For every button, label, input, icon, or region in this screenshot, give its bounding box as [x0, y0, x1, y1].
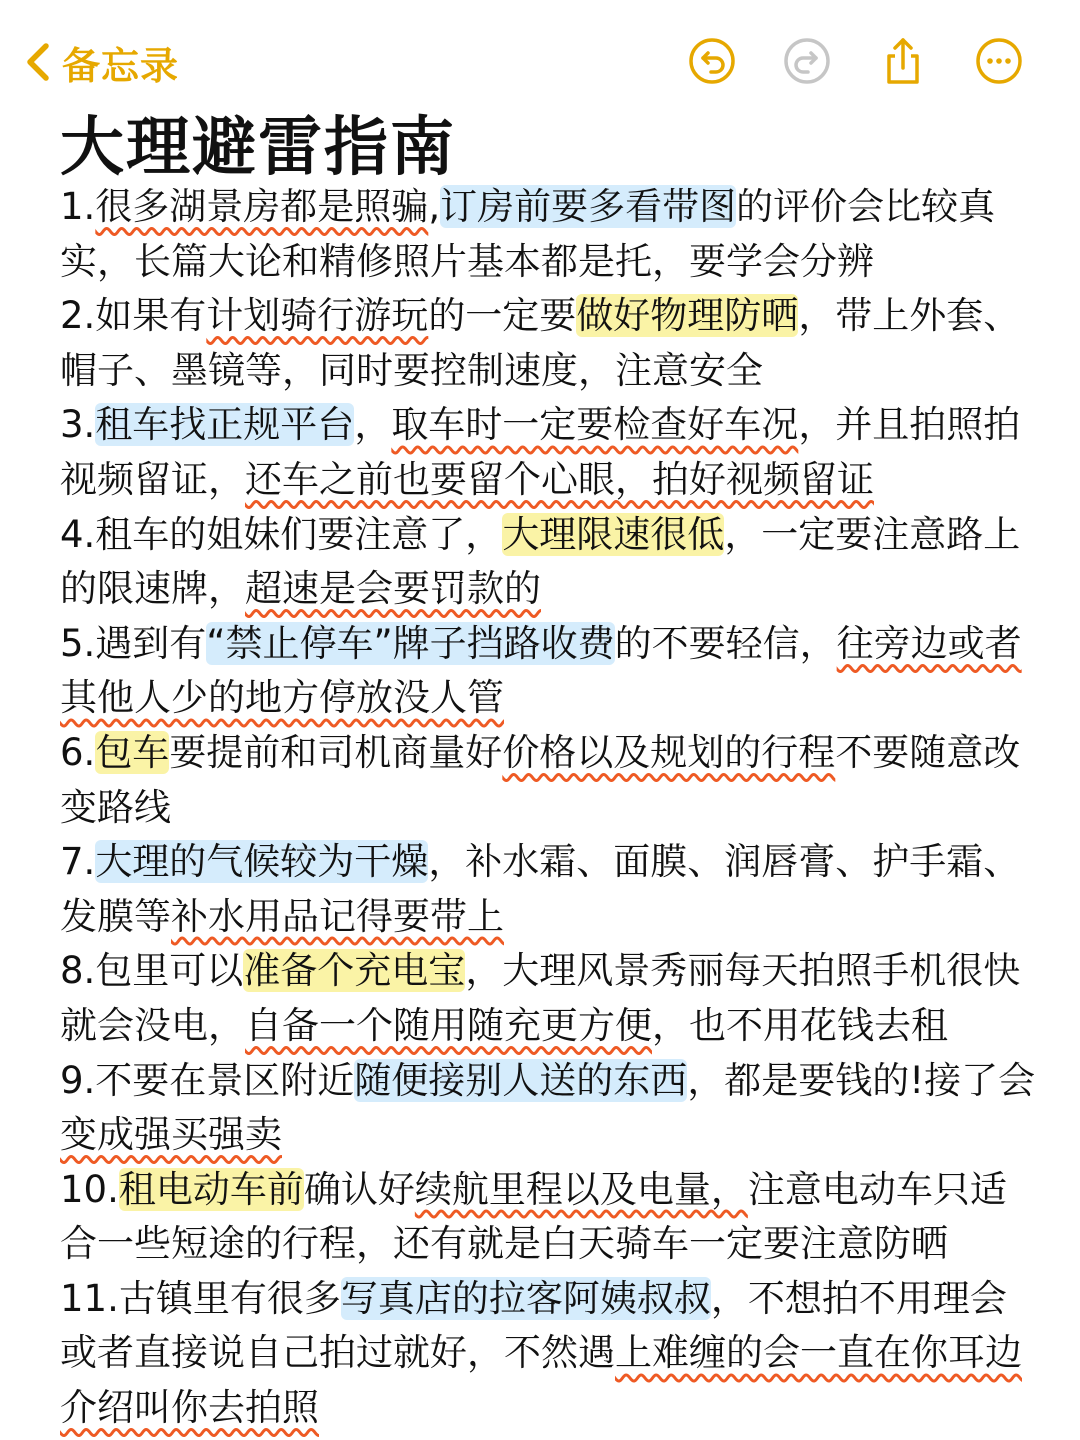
more-button[interactable]	[972, 34, 1026, 88]
blue-highlight: 随便接别人送的东西	[354, 1058, 688, 1102]
note-item-8	[60, 944, 1040, 1053]
note-text: ，一定要注意路上的限速牌，	[60, 512, 1021, 611]
note-text: ，并且拍照拍视频留证，	[60, 403, 1021, 501]
note-text: ，带上外套、帽子、墨镜等，同时要控制速度，注意安全	[60, 294, 1021, 392]
note-text: 6.	[60, 730, 96, 774]
wavy-underline-text: 还车之前也要留个心眼，拍好视频留证	[245, 457, 874, 501]
yellow-highlight: 包车	[95, 730, 170, 774]
note-item-1	[60, 180, 1040, 289]
note-text: 9.不要在景区附近	[60, 1058, 355, 1102]
note-text: 11.古镇里有很多	[60, 1276, 341, 1320]
wavy-underline-text: 变成强买强卖	[60, 1113, 282, 1157]
wavy-underline-text: 往旁边或者其他人少的地方停放没人管	[60, 621, 1022, 720]
undo-button[interactable]	[685, 34, 739, 88]
blue-highlight: 租车找正规平台	[95, 403, 355, 447]
yellow-highlight: 准备个充电宝	[243, 949, 466, 993]
note-text: 3.	[60, 403, 96, 447]
note-text: 要提前和司机商量好	[169, 730, 503, 774]
note-title: 大理避雷指南	[60, 111, 456, 185]
note-text: ，补水霜、面膜、润唇膏、护手霜、发膜等	[60, 840, 1021, 938]
note-text: 1.	[60, 185, 96, 228]
share-button[interactable]	[876, 34, 930, 88]
redo-button[interactable]	[780, 34, 834, 88]
note-text: 10.	[60, 1167, 119, 1211]
note-item-4	[60, 508, 1040, 617]
note-text: 的一定要	[428, 294, 577, 338]
undo-icon	[687, 36, 737, 86]
note-text: 8.包里可以	[60, 949, 244, 993]
wavy-underline-text: 计划骑行游玩	[206, 294, 429, 338]
redo-icon	[782, 36, 832, 86]
note-item-6	[60, 726, 1040, 835]
note-text: ，也不用花钱去租	[652, 1003, 948, 1047]
note-text: 4.租车的姐妹们要注意了，	[60, 512, 503, 556]
back-label: 备忘录	[62, 43, 180, 88]
note-text: 注意电动车只适合一些短途的行程，还有就是白天骑车一定要注意防晒	[60, 1167, 1007, 1266]
wavy-underline-text: 超速是会要罚款的	[245, 567, 541, 611]
blue-highlight: 订房前要多看带图	[440, 185, 737, 228]
wavy-underline-text: 价格以及规划的行程	[502, 730, 836, 774]
wavy-underline-text: 自备一个随用随充更方便	[245, 1003, 652, 1047]
note-text: 5.遇到有	[60, 621, 207, 665]
wavy-underline-text: 上难缠的会一直在你耳边介绍叫你去拍照	[60, 1331, 1022, 1430]
note-text: 7.	[60, 840, 96, 884]
yellow-highlight: 大理限速很低	[502, 512, 725, 556]
blue-highlight: 写真店的拉客阿姨叔叔	[340, 1276, 711, 1320]
note-item-5	[60, 617, 1040, 726]
note-item-10	[60, 1163, 1040, 1272]
blue-highlight: “禁止停车”牌子挡路收费	[206, 621, 615, 665]
note-item-9	[60, 1054, 1040, 1163]
share-icon	[878, 36, 928, 86]
note-text: 2.如果有	[60, 294, 207, 338]
note-item-2	[60, 289, 1040, 398]
blue-highlight: 大理的气候较为干燥	[95, 840, 429, 884]
chevron-left-icon	[20, 40, 56, 84]
more-icon	[974, 36, 1024, 86]
note-text: 的评价会比较真实，长篇大论和精修照片基本都是托，要学会分辨	[60, 185, 996, 283]
yellow-highlight: 租电动车前	[118, 1167, 304, 1211]
note-item-7	[60, 835, 1040, 944]
note-item-3	[60, 398, 1040, 507]
navigation-bar	[0, 0, 1080, 110]
note-text: ，都是要钱的!接了会	[687, 1058, 1036, 1102]
note-text: ，大理风景秀丽每天拍照手机很快就会没电，	[60, 949, 1021, 1047]
note-text: ,	[428, 185, 441, 228]
wavy-underline-text: 续航里程以及电量，	[414, 1167, 748, 1211]
wavy-underline-text: 补水用品记得要带上	[171, 894, 504, 938]
note-text: ，不想拍不用理会或者直接说自己拍过就好，不然遇	[60, 1276, 1007, 1375]
note-text: ，	[354, 403, 392, 447]
note-body[interactable]	[60, 180, 1040, 1436]
back-button[interactable]	[20, 36, 179, 88]
note-text: 不要随意改变路线	[60, 730, 1021, 829]
yellow-highlight: 做好物理防晒	[576, 294, 799, 338]
wavy-underline-text: 取车时一定要检查好车况	[391, 403, 799, 447]
wavy-underline-text: 很多湖景房都是照骗	[95, 185, 429, 228]
note-text: 的不要轻信，	[614, 621, 837, 665]
note-text: 确认好	[303, 1167, 415, 1211]
note-item-11	[60, 1272, 1040, 1436]
